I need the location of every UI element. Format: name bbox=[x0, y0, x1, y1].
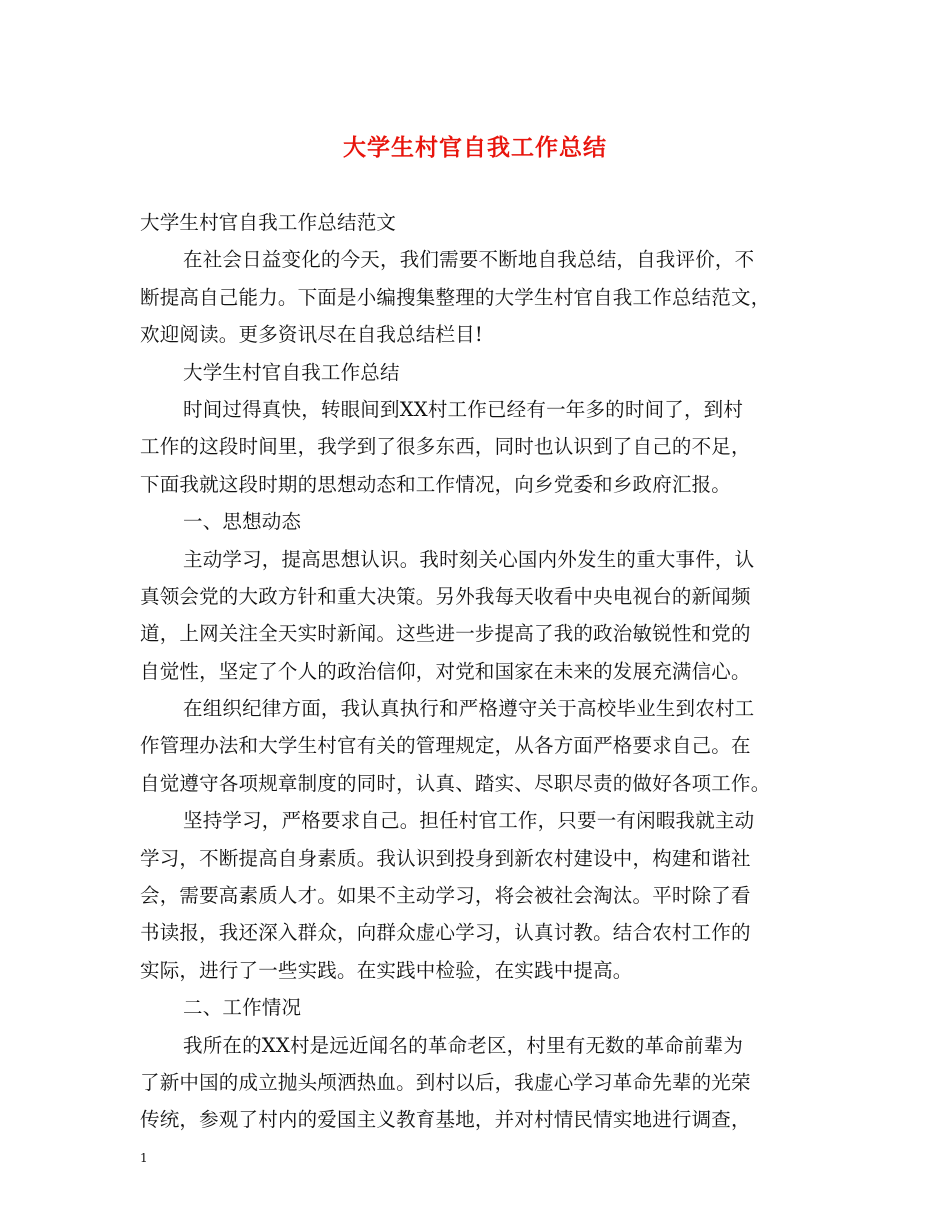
document-body bbox=[140, 204, 820, 1139]
document-title: 大学生村官自我工作总结 bbox=[343, 134, 607, 161]
text-line: 在组织纪律方面，我认真执行和严格遵守关于高校毕业生到农村工 bbox=[183, 697, 755, 721]
text-line: 自觉性，坚定了个人的政治信仰，对党和国家在未来的发展充满信心。 bbox=[140, 659, 751, 683]
text-line: 会，需要高素质人才。如果不主动学习，将会被社会淘汰。平时除了看 bbox=[140, 884, 751, 908]
text-line: 断提高自己能力。下面是小编搜集整理的大学生村官自我工作总结范文， bbox=[140, 285, 771, 309]
section-heading: 一、思想动态 bbox=[183, 510, 302, 534]
page-number: 1 bbox=[140, 1151, 148, 1165]
section-heading: 二、工作情况 bbox=[183, 996, 302, 1020]
text-line: 我所在的XX村是远近闻名的革命老区，村里有无数的革命前辈为 bbox=[183, 1033, 744, 1057]
text-line: 主动学习，提高思想认识。我时刻关心国内外发生的重大事件，认 bbox=[183, 547, 755, 571]
text-line: 下面我就这段时期的思想动态和工作情况，向乡党委和乡政府汇报。 bbox=[140, 472, 732, 496]
text-line: 传统，参观了村内的爱国主义教育基地，并对村情民情实地进行调查， bbox=[140, 1108, 751, 1132]
text-line: 自觉遵守各项规章制度的同时，认真、踏实、尽职尽责的做好各项工作。 bbox=[140, 771, 771, 795]
text-line: 真领会党的大政方针和重大决策。另外我每天收看中央电视台的新闻频 bbox=[140, 584, 751, 608]
text-line: 在社会日益变化的今天，我们需要不断地自我总结，自我评价，不 bbox=[183, 248, 755, 272]
text-line: 作管理办法和大学生村官有关的管理规定，从各方面严格要求自己。在 bbox=[140, 734, 751, 758]
text-line: 欢迎阅读。更多资讯尽在自我总结栏目! bbox=[140, 323, 483, 347]
text-line: 了新中国的成立抛头颅洒热血。到村以后，我虚心学习革命先辈的光荣 bbox=[140, 1070, 751, 1094]
text-line: 坚持学习，严格要求自己。担任村官工作，只要一有闲暇我就主动 bbox=[183, 809, 755, 833]
section-heading: 大学生村官自我工作总结 bbox=[183, 360, 400, 384]
text-line: 实际，进行了一些实践。在实践中检验，在实践中提高。 bbox=[140, 958, 633, 982]
text-line: 学习，不断提高自身素质。我认识到投身到新农村建设中，构建和谐社 bbox=[140, 846, 751, 870]
text-line: 书读报，我还深入群众，向群众虚心学习，认真讨教。结合农村工作的 bbox=[140, 921, 751, 945]
text-line: 大学生村官自我工作总结范文 bbox=[140, 211, 397, 234]
text-line: 道，上网关注全天实时新闻。这些进一步提高了我的政治敏锐性和党的 bbox=[140, 622, 751, 646]
text-line: 时间过得真快，转眼间到XX村工作已经有一年多的时间了，到村 bbox=[183, 397, 744, 421]
text-line: 工作的这段时间里，我学到了很多东西，同时也认识到了自己的不足， bbox=[140, 435, 751, 459]
